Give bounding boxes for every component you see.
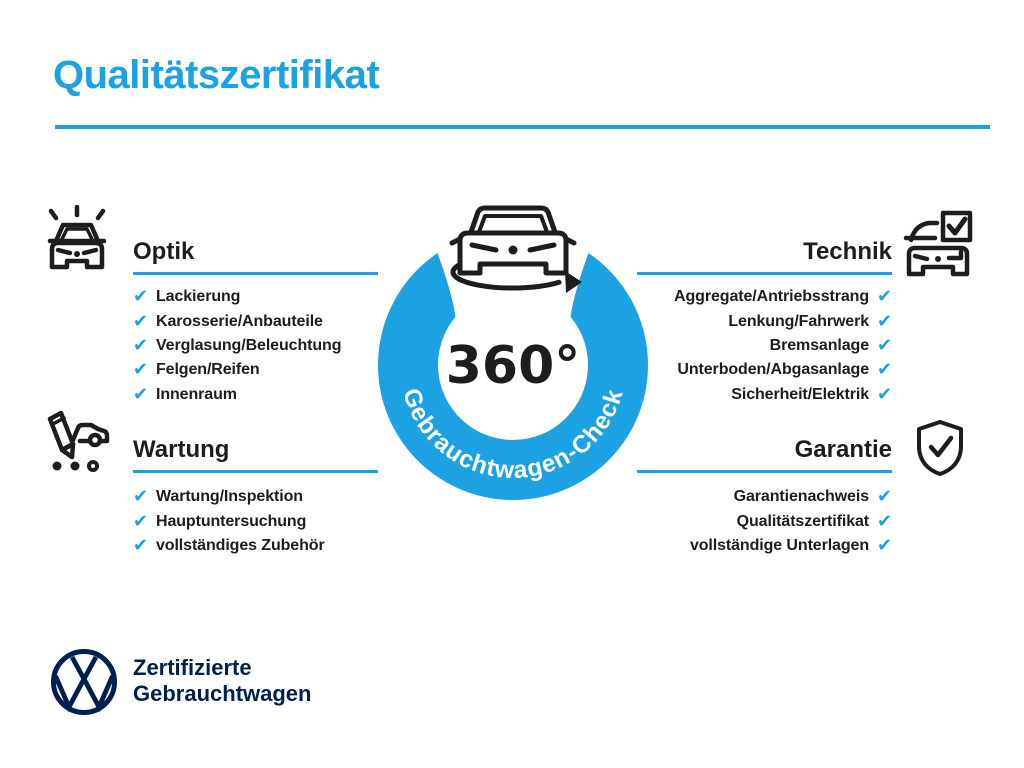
degree-label: 360° (445, 336, 581, 396)
car-front-rotation-icon (452, 208, 582, 293)
title-divider (55, 125, 990, 129)
checklist-item-label: Sicherheit/Elektrik (731, 385, 870, 403)
checklist-item (690, 485, 892, 509)
checklist-item (133, 309, 341, 333)
wordmark-line1: Zertifizierte (133, 655, 252, 680)
checklist-item-label: Lackierung (155, 288, 241, 306)
section-title-label: Garantie (794, 436, 892, 463)
check-icon: ✔ (877, 383, 892, 405)
checklist-item-label: Hauptuntersuchung (155, 512, 307, 530)
check-icon: ✔ (877, 359, 892, 381)
checklist-item (674, 358, 892, 382)
car-checkbox-icon (903, 210, 973, 282)
section-title-label: Optik (133, 238, 195, 265)
checklist-item (133, 485, 325, 509)
checklist-item (133, 358, 341, 382)
check-icon: ✔ (133, 486, 148, 508)
checklist-item (674, 383, 892, 407)
check-icon: ✔ (133, 534, 148, 556)
check-icon: ✔ (877, 310, 892, 332)
section-title-technik (637, 237, 892, 275)
checklist-item (133, 509, 325, 533)
checklist-item-label: Felgen/Reifen (155, 361, 260, 379)
checklist-item (133, 534, 325, 558)
checklist-technik (674, 285, 892, 407)
checklist-item-label: Qualitätszertifikat (736, 512, 870, 530)
checklist-item (133, 383, 341, 407)
checklist-wartung (133, 485, 325, 558)
page-title: Qualitätszertifikat (53, 53, 380, 97)
check-icon: ✔ (877, 486, 892, 508)
checklist-item-label: Aggregate/Antriebsstrang (674, 288, 870, 306)
checklist-item-label: Lenkung/Fahrwerk (728, 312, 870, 330)
check-icon: ✔ (133, 286, 148, 308)
section-title-wartung (133, 435, 378, 473)
check-icon: ✔ (877, 534, 892, 556)
service-checklist-icon (40, 408, 112, 474)
checklist-garantie (690, 485, 892, 558)
shield-check-icon (913, 419, 967, 477)
checklist-item (674, 285, 892, 309)
checklist-item-label: vollständiges Zubehör (155, 536, 325, 554)
checklist-item-label: Unterboden/Abgasanlage (677, 361, 870, 379)
section-title-label: Technik (803, 238, 892, 265)
wordmark-line2: Gebrauchtwagen (133, 681, 312, 706)
check-icon: ✔ (133, 383, 148, 405)
check-icon: ✔ (877, 334, 892, 356)
section-title-label: Wartung (133, 436, 230, 463)
section-title-optik (133, 237, 378, 275)
checklist-item (674, 334, 892, 358)
car-shine-icon (40, 205, 114, 281)
checklist-item-label: Wartung/Inspektion (155, 488, 303, 506)
check-icon: ✔ (877, 510, 892, 532)
checklist-item (690, 534, 892, 558)
360-check-badge (360, 185, 670, 510)
checklist-item-label: vollständige Unterlagen (689, 536, 870, 554)
check-icon: ✔ (877, 286, 892, 308)
checklist-item (133, 285, 341, 309)
checklist-item-label: Garantienachweis (733, 488, 870, 506)
ring-label: Gebrauchtwagen-Check (397, 385, 629, 485)
vw-logo (48, 646, 120, 718)
checklist-item (133, 334, 341, 358)
checklist-optik (133, 285, 341, 407)
check-icon: ✔ (133, 359, 148, 381)
checklist-item-label: Karosserie/Anbauteile (155, 312, 323, 330)
certified-used-cars-wordmark (133, 655, 311, 707)
checklist-item-label: Bremsanlage (769, 336, 870, 354)
checklist-item-label: Verglasung/Beleuchtung (155, 336, 342, 354)
check-icon: ✔ (133, 310, 148, 332)
checklist-item-label: Innenraum (155, 385, 237, 403)
checklist-item (690, 509, 892, 533)
checklist-item (674, 309, 892, 333)
section-title-garantie (637, 435, 892, 473)
check-icon: ✔ (133, 334, 148, 356)
check-icon: ✔ (133, 510, 148, 532)
